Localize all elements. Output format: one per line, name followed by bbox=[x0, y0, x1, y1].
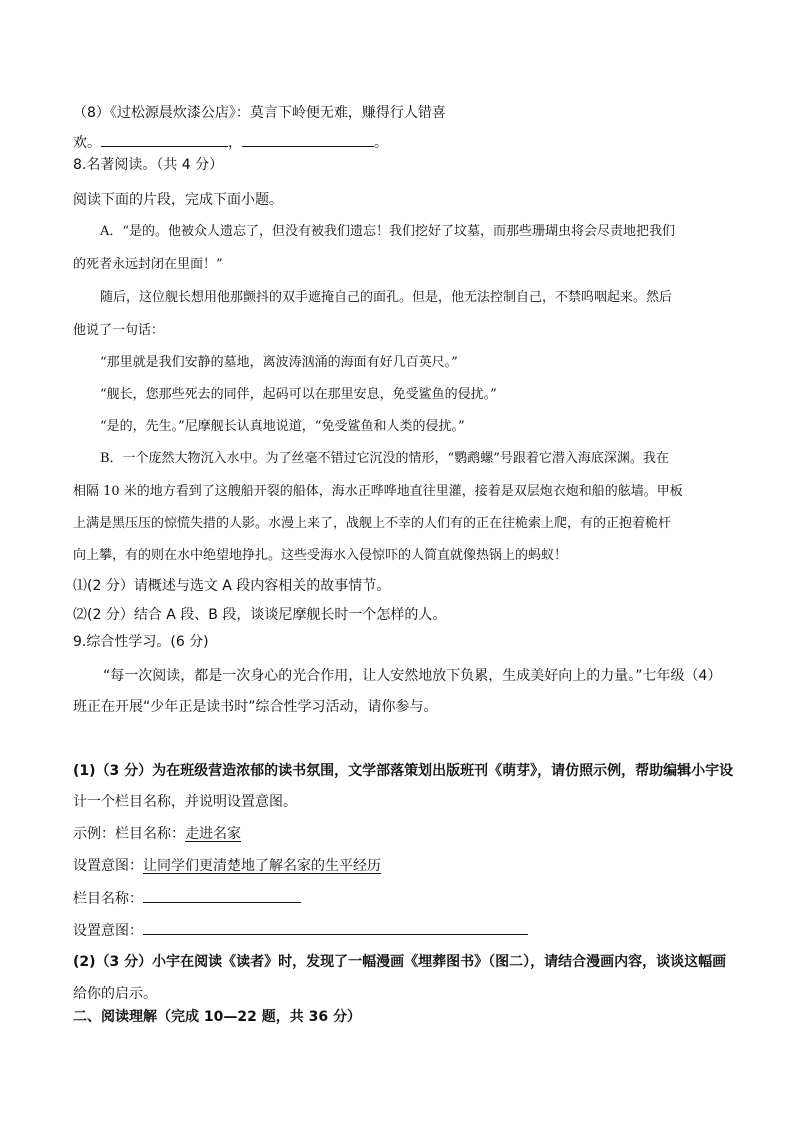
example-label: 示例：栏目名称： bbox=[73, 826, 185, 842]
example-intent-value: 让同学们更清楚地了解名家的生平经历 bbox=[143, 858, 381, 874]
passage-a-line: “是的，先生。”尼摩舰长认真地说道，“免受鲨鱼和人类的侵扰。” bbox=[100, 419, 465, 434]
intent-row bbox=[73, 920, 528, 941]
passage-a-line: “舰长，您那些死去的同伴，起码可以在那里安息，免受鲨鱼的侵扰。” bbox=[100, 387, 497, 402]
q7-item8-line1: （8）《过松源晨炊漆公店》：莫言下岭便无难，赚得行人错喜 bbox=[73, 105, 446, 121]
example-row bbox=[73, 824, 241, 844]
column-name-blank[interactable] bbox=[143, 888, 301, 903]
example-intent-label: 设置意图： bbox=[73, 858, 143, 874]
q9-sub1-line2: 计一个栏目名称，并说明设置意图。 bbox=[73, 794, 297, 810]
passage-b-line: 向上攀，有的则在水中绝望地挣扎。这些受海水入侵惊吓的人简直就像热锅上的蚂蚁！ bbox=[73, 548, 568, 563]
intent-label: 设置意图： bbox=[73, 923, 143, 939]
intent-blank[interactable] bbox=[143, 920, 528, 935]
passage-b-line: B．一个庞然大物沉入水中。为了丝毫不错过它沉没的情形，“鹦鹉螺”号跟着它潜入海底深渊。我在 bbox=[100, 451, 669, 466]
passage-a-line: A．“是的。他被众人遗忘了，但没有被我们遗忘！我们挖好了坟墓，而那些珊瑚虫将会尽责地把我们 bbox=[100, 224, 676, 239]
q8-sub2: ⑵(2 分）结合 A 段、B 段，谈谈尼摩舰长时一个怎样的人。 bbox=[73, 607, 447, 623]
section2-title: 二、阅读理解（完成 10—22 题，共 36 分） bbox=[73, 1009, 361, 1025]
q8-sub1: ⑴(2 分）请概述与选文 A 段内容相关的故事情节。 bbox=[73, 578, 391, 594]
column-name-label: 栏目名称： bbox=[73, 891, 143, 907]
q9-intro-line1: “每一次阅读，都是一次身心的光合作用，让人安然地放下负累，生成美好向上的力量。”七年级（4） bbox=[103, 668, 722, 684]
answer-blank-1[interactable] bbox=[101, 132, 228, 147]
q8-intro: 阅读下面的片段，完成下面小题。 bbox=[73, 192, 283, 208]
q9-title: 9.综合性学习。(6 分) bbox=[73, 634, 209, 650]
q7-item8-sep: ， bbox=[228, 135, 242, 151]
q7-item8-end: 。 bbox=[374, 135, 388, 151]
passage-a-line: 的死者永远封闭在里面！” bbox=[73, 257, 223, 272]
answer-blank-2[interactable] bbox=[242, 132, 374, 147]
q8-title: 8.名著阅读。（共 4 分） bbox=[73, 157, 224, 173]
q9-sub2-line1: (2)（3 分）小宇在阅读《读者》时，发现了一幅漫画《埋葬图书》（图二），请结合漫画内容，谈谈这幅画 bbox=[73, 954, 727, 970]
passage-a-line: 随后，这位舰长想用他那颤抖的双手遮掩自己的面孔。但是，他无法控制自己，不禁呜咽起来。然后 bbox=[100, 290, 673, 305]
example-value: 走进名家 bbox=[185, 826, 241, 842]
q9-sub2-line2: 给你的启示。 bbox=[73, 986, 157, 1002]
q9-sub1-line1: (1)（3 分）为在班级营造浓郁的读书氛围，文学部落策划出版班刊《萌芽》，请仿照示例，帮助编辑小宇设 bbox=[73, 763, 734, 779]
q7-item8-line2 bbox=[73, 132, 388, 153]
q7-item8-prefix: 欢。 bbox=[73, 135, 101, 151]
q9-intro-line2: 班正在开展“少年正是读书时”综合性学习活动，请你参与。 bbox=[73, 699, 438, 715]
passage-a-line: 他说了一句话： bbox=[73, 323, 165, 338]
passage-b-line: 相隔 10 米的地方看到了这艘船开裂的船体，海水正哗哗地直往里灌，接着是双层炮衣炮和船的舷墙。甲板 bbox=[73, 484, 683, 499]
passage-a-line: “那里就是我们安静的墓地，离波涛汹涌的海面有好几百英尺。” bbox=[100, 355, 458, 370]
passage-b-line: 上满是黑压压的惊慌失措的人影。水漫上来了，战舰上不幸的人们有的正在往桅索上爬，有的正抱着桅杆 bbox=[73, 516, 672, 531]
example-intent-row bbox=[73, 856, 381, 876]
column-name-row bbox=[73, 888, 301, 909]
